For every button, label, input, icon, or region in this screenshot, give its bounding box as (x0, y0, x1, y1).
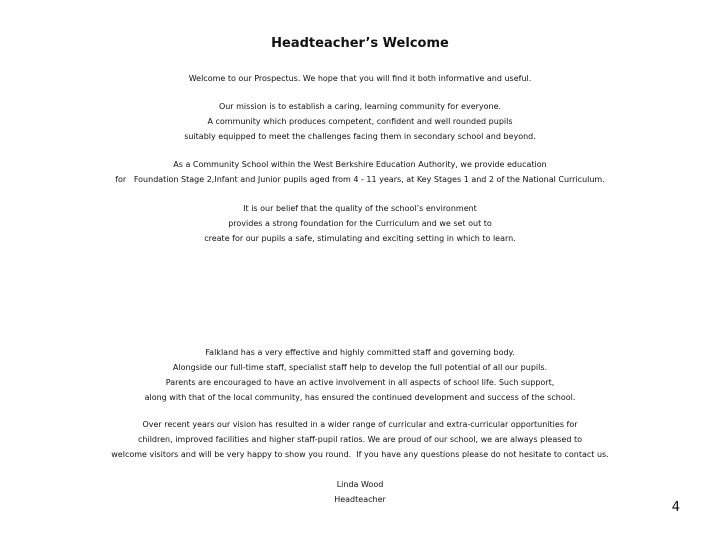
staff-paragraph (0, 345, 720, 405)
page-title: Headteacher’s Welcome (271, 36, 449, 51)
vision-paragraph (0, 417, 720, 462)
paragraph-line: Over recent years our vision has resulted in a wider range of curricular and extra-curricular opportunities for (142, 420, 578, 429)
signatory-role: Headteacher (334, 495, 386, 504)
paragraph-line: welcome visitors and will be very happy to show you round. If you have any questions please do not hesitate to contact us. (111, 450, 609, 459)
belief-paragraph (0, 201, 720, 246)
paragraph-line: Falkland has a very effective and highly committed staff and governing body. (205, 348, 515, 357)
welcome-paragraph (0, 71, 720, 86)
community-school-paragraph (0, 157, 720, 187)
page-number: 4 (671, 500, 680, 515)
paragraph-line: for Foundation Stage 2,Infant and Junior pupils aged from 4 - 11 years, at Key Stages 1 and 2 of the National Curriculum. (115, 175, 605, 184)
paragraph-line: As a Community School within the West Berkshire Education Authority, we provide education (173, 160, 547, 169)
paragraph-line: create for our pupils a safe, stimulating and exciting setting in which to learn. (204, 234, 516, 243)
paragraph-line: Alongside our full-time staff, specialist staff help to develop the full potential of all our pupils. (172, 363, 548, 372)
paragraph-line: Our mission is to establish a caring, learning community for everyone. (218, 102, 502, 111)
paragraph-line: It is our belief that the quality of the school’s environment (243, 204, 477, 213)
paragraph-line: Parents are encouraged to have an active involvement in all aspects of school life. Such support, (165, 378, 555, 387)
paragraph-line: along with that of the local community, has ensured the continued development and success of the school. (144, 393, 576, 402)
paragraph-line: A community which produces competent, confident and well rounded pupils (207, 117, 513, 126)
paragraph-line: provides a strong foundation for the Curriculum and we set out to (228, 219, 492, 228)
signature-block (0, 477, 720, 507)
mission-paragraph (0, 99, 720, 144)
paragraph-line: Welcome to our Prospectus. We hope that you will find it both informative and useful. (188, 74, 532, 83)
paragraph-line: children, improved facilities and higher staff-pupil ratios. We are proud of our school, we are always pleased to (138, 435, 582, 444)
paragraph-line: suitably equipped to meet the challenges facing them in secondary school and beyond. (184, 132, 536, 141)
signatory-name: Linda Wood (336, 480, 384, 489)
